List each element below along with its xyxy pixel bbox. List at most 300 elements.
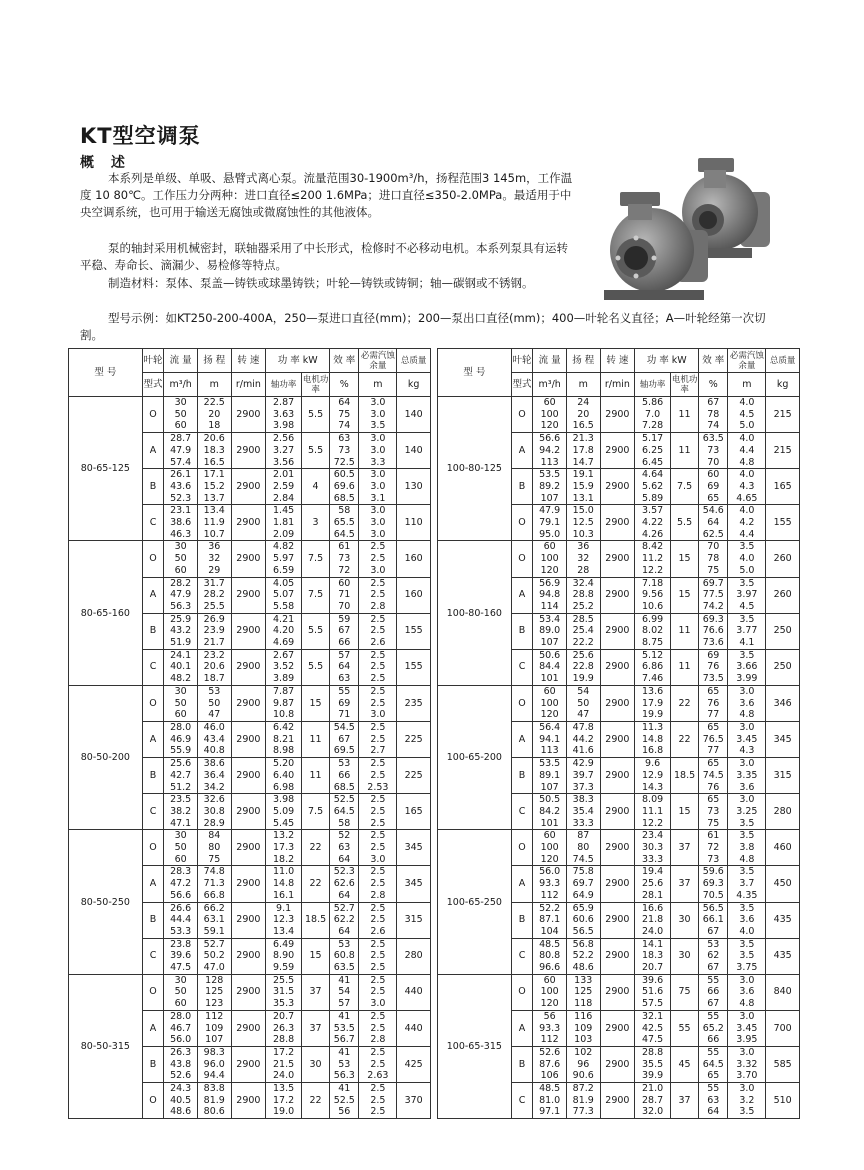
speed-cell: 2900 [600,541,635,577]
npsh-cell: 2.5 2.5 2.6 [359,902,397,938]
shaft-power-cell: 28.8 35.5 39.9 [635,1046,671,1082]
motor-power-cell: 5.5 [301,613,329,649]
efficiency-cell: 53 60.8 63.5 [330,938,359,974]
shaft-power-cell: 4.64 5.62 5.89 [635,469,671,505]
shaft-power-cell: 5.17 6.25 6.45 [635,433,671,469]
efficiency-cell: 60 69 65 [699,469,728,505]
flow-cell: 52.6 87.6 106 [533,1046,567,1082]
weight-cell: 140 [397,433,431,469]
material-paragraph: 制造材料：泵体、泵盖—铸铁或球墨铸铁；叶轮—铸铁或铸铜；轴—碳钢或不锈钢。 [108,276,534,290]
header-head-unit: m [197,373,231,397]
weight-cell: 280 [766,794,800,830]
motor-power-cell: 18.5 [670,758,698,794]
shaft-power-cell: 6.42 8.21 8.98 [266,721,302,757]
header-head: 扬 程 [566,349,600,373]
impeller-type-cell: A [142,577,164,613]
flow-cell: 56.4 94.1 113 [533,721,567,757]
flow-cell: 47.9 79.1 95.0 [533,505,567,541]
flow-cell: 30 50 60 [164,830,198,866]
efficiency-cell: 67 78 74 [699,397,728,433]
table-row [438,685,800,721]
weight-cell: 345 [766,721,800,757]
header-speed: 转 速 [231,349,266,373]
section-title: 概 述 [80,155,131,171]
head-cell: 24 20 16.5 [566,397,600,433]
impeller-type-cell: O [511,541,533,577]
header-impeller: 叶轮 [142,349,164,373]
head-cell: 83.8 81.9 80.6 [197,1083,231,1119]
flow-cell: 24.1 40.1 48.2 [164,649,198,685]
flow-cell: 30 50 60 [164,685,198,721]
npsh-cell: 2.5 2.5 2.8 [359,866,397,902]
motor-power-cell: 37 [670,830,698,866]
npsh-cell: 3.5 3.7 4.35 [728,866,766,902]
impeller-type-cell: B [142,1046,164,1082]
npsh-cell: 2.5 2.5 2.5 [359,794,397,830]
speed-cell: 2900 [231,866,266,902]
flow-cell: 28.7 47.9 57.4 [164,433,198,469]
efficiency-cell: 61 72 73 [699,830,728,866]
impeller-type-cell: A [511,866,533,902]
npsh-cell: 2.5 2.5 2.8 [359,577,397,613]
npsh-cell: 3.0 3.0 3.3 [359,433,397,469]
efficiency-cell: 65 76.5 77 [699,721,728,757]
impeller-type-cell: B [142,902,164,938]
shaft-power-cell: 5.86 7.0 7.28 [635,397,671,433]
npsh-cell: 3.5 3.5 3.75 [728,938,766,974]
speed-cell: 2900 [600,1083,635,1119]
motor-power-cell: 5.5 [301,433,329,469]
motor-power-cell: 15 [670,541,698,577]
impeller-type-cell: O [142,541,164,577]
weight-cell: 225 [397,721,431,757]
impeller-type-cell: B [511,902,533,938]
shaft-power-cell: 17.2 21.5 24.0 [266,1046,302,1082]
model-cell: 100-65-315 [438,974,512,1118]
efficiency-cell: 41 54 57 [330,974,359,1010]
head-cell: 54 50 47 [566,685,600,721]
speed-cell: 2900 [600,469,635,505]
npsh-cell: 2.5 2.5 2.53 [359,758,397,794]
head-cell: 116 109 103 [566,1010,600,1046]
speed-cell: 2900 [231,469,266,505]
impeller-type-cell: B [142,758,164,794]
npsh-cell: 2.5 2.5 2.5 [359,938,397,974]
flow-cell: 25.9 43.2 51.9 [164,613,198,649]
flow-cell: 53.5 89.1 107 [533,758,567,794]
header-weight-unit: kg [766,373,800,397]
motor-power-cell: 15 [670,794,698,830]
impeller-type-cell: C [142,505,164,541]
weight-cell: 435 [766,902,800,938]
shaft-power-cell: 13.5 17.2 19.0 [266,1083,302,1119]
weight-cell: 435 [766,938,800,974]
speed-cell: 2900 [231,794,266,830]
efficiency-cell: 63 73 72.5 [330,433,359,469]
motor-power-cell: 37 [301,1010,329,1046]
impeller-type-cell: O [511,685,533,721]
weight-cell: 165 [397,794,431,830]
efficiency-cell: 65 73 75 [699,794,728,830]
flow-cell: 60 100 120 [533,685,567,721]
weight-cell: 315 [766,758,800,794]
flow-cell: 30 50 60 [164,974,198,1010]
flow-cell: 60 100 120 [533,541,567,577]
weight-cell: 215 [766,397,800,433]
header-shaft-power: 轴功率 [635,373,671,397]
flow-cell: 50.6 84.4 101 [533,649,567,685]
speed-cell: 2900 [231,938,266,974]
impeller-type-cell: C [142,938,164,974]
weight-cell: 700 [766,1010,800,1046]
speed-cell: 2900 [600,505,635,541]
flow-cell: 25.6 42.7 51.2 [164,758,198,794]
flow-cell: 53.4 89.0 107 [533,613,567,649]
impeller-type-cell: C [511,1083,533,1119]
npsh-cell: 2.5 2.5 3.0 [359,685,397,721]
shaft-power-cell: 5.20 6.40 6.98 [266,758,302,794]
weight-cell: 155 [397,649,431,685]
shaft-power-cell: 6.99 8.02 8.75 [635,613,671,649]
speed-cell: 2900 [231,1083,266,1119]
efficiency-cell: 56.5 66.1 67 [699,902,728,938]
flow-cell: 50.5 84.2 101 [533,794,567,830]
weight-cell: 110 [397,505,431,541]
efficiency-cell: 55 65.2 66 [699,1010,728,1046]
weight-cell: 280 [397,938,431,974]
header-efficiency-unit: % [330,373,359,397]
shaft-power-cell: 11.0 14.8 16.1 [266,866,302,902]
impeller-type-cell: O [142,685,164,721]
npsh-cell: 3.0 3.32 3.70 [728,1046,766,1082]
npsh-cell: 4.0 4.3 4.65 [728,469,766,505]
weight-cell: 155 [397,613,431,649]
motor-power-cell: 37 [670,1083,698,1119]
overview-paragraph: 本系列是单级、单吸、悬臂式离心泵。流量范围30-1900m³/h，扬程范围3 145m，工作温度 10 80℃。工作压力分两种：进口直径≤200 1.6MPa；进口直径≤350-2.0MPa。最适用于中央空调系统，也可用于输送无腐蚀或微腐蚀性的其他液体。 [80,171,573,219]
model-cell: 80-50-250 [69,830,143,974]
npsh-cell: 3.0 3.0 3.1 [359,469,397,505]
motor-power-cell: 37 [301,974,329,1010]
head-cell: 133 125 118 [566,974,600,1010]
flow-cell: 28.2 47.9 56.3 [164,577,198,613]
weight-cell: 345 [397,866,431,902]
shaft-power-cell: 32.1 42.5 47.5 [635,1010,671,1046]
speed-cell: 2900 [231,1046,266,1082]
weight-cell: 315 [397,902,431,938]
head-cell: 42.9 39.7 37.3 [566,758,600,794]
head-cell: 74.8 71.3 66.8 [197,866,231,902]
shaft-power-cell: 25.5 31.5 35.3 [266,974,302,1010]
head-cell: 66.2 63.1 59.1 [197,902,231,938]
weight-cell: 140 [397,397,431,433]
speed-cell: 2900 [231,758,266,794]
speed-cell: 2900 [231,685,266,721]
shaft-power-cell: 4.05 5.07 5.58 [266,577,302,613]
efficiency-cell: 57 64 63 [330,649,359,685]
model-cell: 80-65-125 [69,397,143,541]
efficiency-cell: 54.6 64 62.5 [699,505,728,541]
header-model: 型 号 [69,349,143,397]
weight-cell: 450 [766,866,800,902]
header-flow: 流 量 [164,349,198,373]
weight-cell: 346 [766,685,800,721]
motor-power-cell: 11 [670,649,698,685]
head-cell: 19.1 15.9 13.1 [566,469,600,505]
pump-illustration [590,152,790,304]
head-cell: 38.3 35.4 33.3 [566,794,600,830]
model-cell: 80-50-315 [69,974,143,1118]
head-cell: 31.7 28.2 25.5 [197,577,231,613]
speed-cell: 2900 [231,577,266,613]
head-cell: 26.9 23.9 21.7 [197,613,231,649]
header-head: 扬 程 [197,349,231,373]
speed-cell: 2900 [600,794,635,830]
header-npsh: 必需汽蚀余量 [729,350,764,371]
table-row [438,397,800,433]
table-row [69,685,431,721]
shaft-power-cell: 23.4 30.3 33.3 [635,830,671,866]
efficiency-cell: 65 76 77 [699,685,728,721]
speed-cell: 2900 [231,433,266,469]
speed-cell: 2900 [231,397,266,433]
flow-cell: 48.5 81.0 97.1 [533,1083,567,1119]
shaft-power-cell: 9.6 12.9 14.3 [635,758,671,794]
npsh-cell: 3.5 3.77 4.1 [728,613,766,649]
efficiency-cell: 41 53 56.3 [330,1046,359,1082]
flow-cell: 60 100 120 [533,974,567,1010]
header-speed-unit: r/min [231,373,266,397]
impeller-type-cell: B [511,1046,533,1082]
head-cell: 13.4 11.9 10.7 [197,505,231,541]
shaft-power-cell: 13.6 17.9 19.9 [635,685,671,721]
speed-cell: 2900 [600,830,635,866]
weight-cell: 260 [766,577,800,613]
npsh-cell: 3.0 3.0 3.0 [359,505,397,541]
head-cell: 56.8 52.2 48.6 [566,938,600,974]
motor-power-cell: 18.5 [301,902,329,938]
npsh-cell: 2.5 2.5 3.0 [359,974,397,1010]
head-cell: 128 125 123 [197,974,231,1010]
speed-cell: 2900 [231,1010,266,1046]
weight-cell: 440 [397,974,431,1010]
head-cell: 65.9 60.6 56.5 [566,902,600,938]
header-power: 功 率 kW [266,349,330,373]
motor-power-cell: 11 [301,721,329,757]
flow-cell: 26.6 44.4 53.3 [164,902,198,938]
motor-power-cell: 7.5 [301,541,329,577]
head-cell: 84 80 75 [197,830,231,866]
shaft-power-cell: 8.42 11.2 12.2 [635,541,671,577]
shaft-power-cell: 2.56 3.27 3.56 [266,433,302,469]
shaft-power-cell: 13.2 17.3 18.2 [266,830,302,866]
weight-cell: 250 [766,649,800,685]
motor-power-cell: 5.5 [301,397,329,433]
npsh-cell: 3.5 3.6 4.0 [728,902,766,938]
speed-cell: 2900 [600,938,635,974]
header-model: 型 号 [438,349,512,397]
flow-cell: 30 50 60 [164,541,198,577]
efficiency-cell: 60.5 69.6 68.5 [330,469,359,505]
impeller-type-cell: O [142,1083,164,1119]
shaft-power-cell: 2.67 3.52 3.89 [266,649,302,685]
npsh-cell: 3.0 3.2 3.5 [728,1083,766,1119]
impeller-type-cell: O [511,397,533,433]
motor-power-cell: 4 [301,469,329,505]
motor-power-cell: 11 [301,758,329,794]
npsh-cell: 2.5 2.5 2.63 [359,1046,397,1082]
speed-cell: 2900 [600,902,635,938]
head-cell: 36 32 28 [566,541,600,577]
weight-cell: 250 [766,613,800,649]
table-row [69,541,431,577]
flow-cell: 23.1 38.6 46.3 [164,505,198,541]
motor-power-cell: 11 [670,397,698,433]
head-cell: 46.0 43.4 40.8 [197,721,231,757]
head-cell: 47.8 44.2 41.6 [566,721,600,757]
pump-table-right [437,348,800,1119]
impeller-type-cell: C [511,938,533,974]
efficiency-cell: 41 53.5 56.7 [330,1010,359,1046]
npsh-cell: 2.5 2.5 2.5 [359,1083,397,1119]
head-cell: 25.6 22.8 19.9 [566,649,600,685]
header-npsh-unit: m [359,373,397,397]
efficiency-cell: 52 63 64 [330,830,359,866]
header-efficiency: 效 率 [699,349,728,373]
shaft-power-cell: 9.1 12.3 13.4 [266,902,302,938]
flow-cell: 23.8 39.6 47.5 [164,938,198,974]
speed-cell: 2900 [231,613,266,649]
shaft-power-cell: 2.01 2.59 2.84 [266,469,302,505]
flow-cell: 56 93.3 112 [533,1010,567,1046]
npsh-cell: 3.5 4.0 5.0 [728,541,766,577]
impeller-type-cell: O [511,505,533,541]
head-cell: 87.2 81.9 77.3 [566,1083,600,1119]
weight-cell: 155 [766,505,800,541]
shaft-power-cell: 11.3 14.8 16.8 [635,721,671,757]
efficiency-cell: 69 76 73.5 [699,649,728,685]
page-title: KT型空调泵 [80,124,201,148]
npsh-cell: 3.0 3.45 3.95 [728,1010,766,1046]
efficiency-cell: 64 75 74 [330,397,359,433]
npsh-cell: 4.0 4.4 4.8 [728,433,766,469]
flow-cell: 56.6 94.2 113 [533,433,567,469]
flow-cell: 53.5 89.2 107 [533,469,567,505]
weight-cell: 225 [397,758,431,794]
speed-cell: 2900 [231,721,266,757]
impeller-type-cell: A [142,866,164,902]
npsh-cell: 2.5 2.5 2.7 [359,721,397,757]
motor-power-cell: 22 [301,866,329,902]
header-weight: 总质量 [766,349,800,373]
impeller-type-cell: O [511,830,533,866]
speed-cell: 2900 [600,649,635,685]
npsh-cell: 3.0 3.6 4.8 [728,974,766,1010]
weight-cell: 585 [766,1046,800,1082]
efficiency-cell: 55 63 64 [699,1083,728,1119]
head-cell: 22.5 20 18 [197,397,231,433]
npsh-cell: 4.0 4.5 5.0 [728,397,766,433]
motor-power-cell: 22 [301,830,329,866]
header-shaft-power: 轴功率 [266,373,302,397]
table-row [438,974,800,1010]
flow-cell: 28.0 46.9 55.9 [164,721,198,757]
speed-cell: 2900 [600,1010,635,1046]
motor-power-cell: 30 [670,938,698,974]
efficiency-cell: 70 78 75 [699,541,728,577]
shaft-power-cell: 7.87 9.87 10.8 [266,685,302,721]
impeller-type-cell: C [511,794,533,830]
motor-power-cell: 7.5 [301,577,329,613]
header-weight-unit: kg [397,373,431,397]
shaft-power-cell: 2.87 3.63 3.98 [266,397,302,433]
motor-power-cell: 30 [301,1046,329,1082]
npsh-cell: 3.0 3.25 3.5 [728,794,766,830]
table-row [69,974,431,1010]
flow-cell: 30 50 60 [164,397,198,433]
motor-power-cell: 3 [301,505,329,541]
speed-cell: 2900 [600,758,635,794]
impeller-type-cell: B [511,758,533,794]
weight-cell: 215 [766,433,800,469]
head-cell: 87 80 74.5 [566,830,600,866]
flow-cell: 48.5 80.8 96.6 [533,938,567,974]
efficiency-cell: 59 67 66 [330,613,359,649]
efficiency-cell: 55 69 71 [330,685,359,721]
efficiency-cell: 59.6 69.3 70.5 [699,866,728,902]
header-impeller-type: 型式 [142,373,164,397]
motor-power-cell: 5.5 [670,505,698,541]
shaft-power-cell: 7.18 9.56 10.6 [635,577,671,613]
header-flow-unit: m³/h [164,373,198,397]
motor-power-cell: 15 [301,938,329,974]
header-efficiency-unit: % [699,373,728,397]
shaft-power-cell: 5.12 6.86 7.46 [635,649,671,685]
model-cell: 100-80-160 [438,541,512,685]
npsh-cell: 3.0 3.0 3.5 [359,397,397,433]
weight-cell: 370 [397,1083,431,1119]
npsh-cell: 2.5 2.5 2.5 [359,649,397,685]
speed-cell: 2900 [600,613,635,649]
impeller-type-cell: A [511,577,533,613]
shaft-power-cell: 4.21 4.20 4.69 [266,613,302,649]
speed-cell: 2900 [231,649,266,685]
npsh-cell: 2.5 2.5 3.0 [359,830,397,866]
header-impeller-type: 型式 [511,373,533,397]
header-power: 功 率 kW [635,349,699,373]
flow-cell: 56.0 93.3 112 [533,866,567,902]
head-cell: 23.2 20.6 18.7 [197,649,231,685]
header-weight: 总质量 [397,349,431,373]
shaft-power-cell: 3.98 5.09 5.45 [266,794,302,830]
weight-cell: 510 [766,1083,800,1119]
shaft-power-cell: 3.57 4.22 4.26 [635,505,671,541]
impeller-type-cell: A [142,721,164,757]
head-cell: 102 96 90.6 [566,1046,600,1082]
npsh-cell: 3.0 3.35 3.6 [728,758,766,794]
efficiency-cell: 53 62 67 [699,938,728,974]
header-npsh: 必需汽蚀余量 [360,350,395,371]
shaft-power-cell: 16.6 21.8 24.0 [635,902,671,938]
efficiency-cell: 53 66 68.5 [330,758,359,794]
impeller-type-cell: A [142,433,164,469]
impeller-type-cell: O [511,974,533,1010]
motor-power-cell: 22 [670,721,698,757]
head-cell: 53 50 47 [197,685,231,721]
efficiency-cell: 69.3 76.6 73.6 [699,613,728,649]
flow-cell: 28.0 46.7 56.0 [164,1010,198,1046]
speed-cell: 2900 [600,974,635,1010]
motor-power-cell: 22 [670,685,698,721]
